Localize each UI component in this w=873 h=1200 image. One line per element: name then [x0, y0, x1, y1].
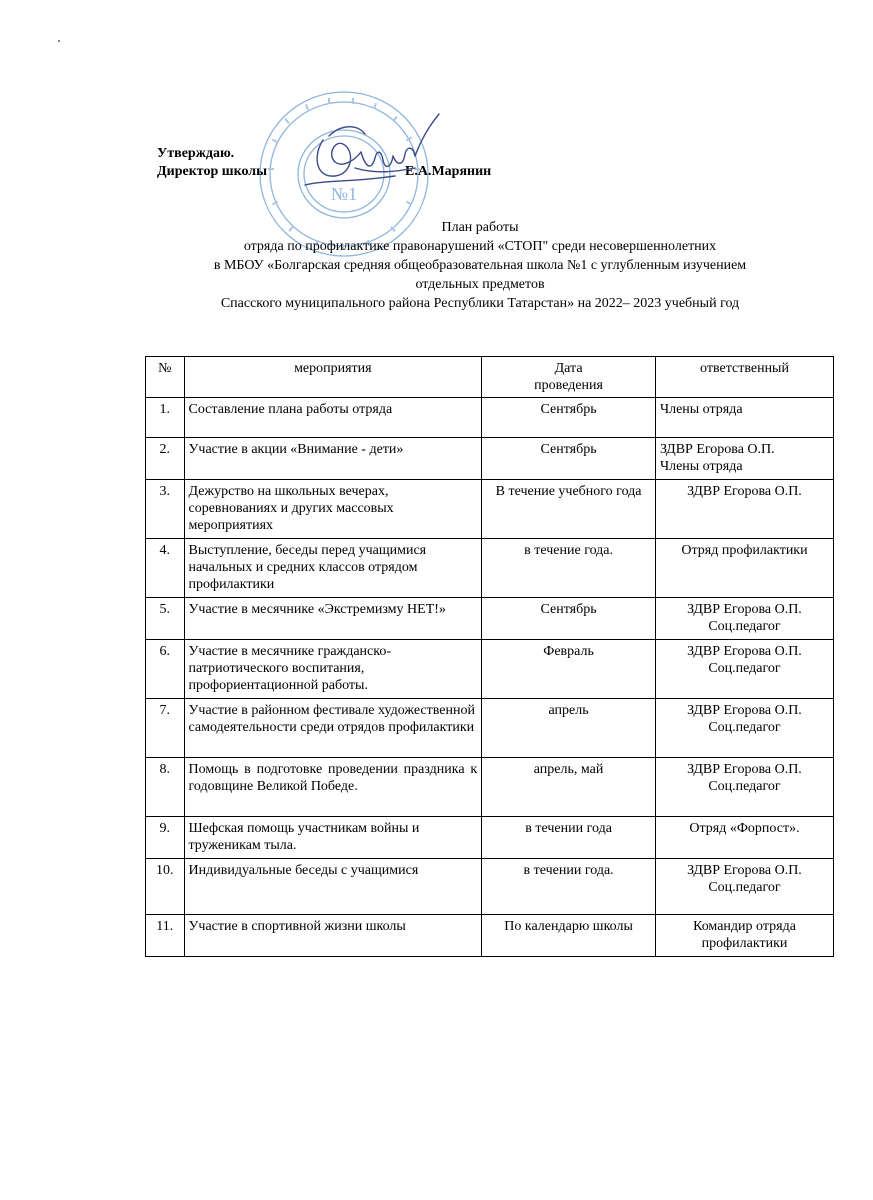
- row-event: Участие в месячнике «Экстремизму НЕТ!»: [184, 598, 482, 640]
- row-responsible: [655, 758, 833, 817]
- row-responsible: [655, 640, 833, 699]
- row-responsible-line-2: Соц.педагог: [708, 619, 781, 634]
- row-event: Дежурство на школьных вечерах, соревнованиях и других массовых мероприятиях: [184, 480, 482, 539]
- row-responsible-line-2: Соц.педагог: [708, 661, 781, 676]
- row-responsible-line-2: Соц.педагог: [708, 880, 781, 895]
- row-num: 7.: [146, 699, 185, 758]
- row-event: Участие в месячнике гражданско-патриотического воспитания, профориентационной работы.: [184, 640, 482, 699]
- row-num: 10.: [146, 859, 185, 915]
- row-responsible: [655, 438, 833, 480]
- row-num: 9.: [146, 817, 185, 859]
- table-row: [146, 539, 834, 598]
- header-date: [482, 357, 656, 398]
- header-event: мероприятия: [184, 357, 482, 398]
- row-num: 2.: [146, 438, 185, 480]
- row-responsible-line-1: ЗДВР Егорова О.П.: [687, 602, 802, 617]
- row-responsible-line-1: ЗДВР Егорова О.П.: [687, 762, 802, 777]
- title-line-5: Спасского муниципального района Республики Татарстан» на 2022– 2023 учебный год: [220, 296, 740, 311]
- row-responsible-line-1: ЗДВР Егорова О.П.: [687, 484, 802, 499]
- row-responsible-line-1: Командир отряда: [693, 919, 796, 934]
- table-row: [146, 699, 834, 758]
- row-responsible: [655, 859, 833, 915]
- row-date: По календарю школы: [482, 915, 656, 957]
- table-row: [146, 398, 834, 438]
- table-row: [146, 758, 834, 817]
- row-num: 4.: [146, 539, 185, 598]
- row-responsible-line-2: Соц.педагог: [708, 720, 781, 735]
- row-num: 8.: [146, 758, 185, 817]
- document-title: [140, 218, 820, 313]
- table-row: [146, 480, 834, 539]
- plan-table: [145, 356, 834, 957]
- row-responsible: [655, 699, 833, 758]
- row-event: Выступление, беседы перед учащимися начальных и средних классов отрядом профилактики: [184, 539, 482, 598]
- row-event: Участие в спортивной жизни школы: [184, 915, 482, 957]
- row-num: 5.: [146, 598, 185, 640]
- row-responsible: [655, 398, 833, 438]
- header-responsible: ответственный: [655, 357, 833, 398]
- row-date: в течение года.: [482, 539, 656, 598]
- row-responsible: [655, 915, 833, 957]
- title-line-1: План работы: [441, 220, 519, 235]
- row-date: В течение учебного года: [482, 480, 656, 539]
- row-date: апрель: [482, 699, 656, 758]
- table-header-row: [146, 357, 834, 398]
- title-line-2: отряда по профилактике правонарушений «СТОП" среди несовершеннолетних: [243, 239, 717, 254]
- row-responsible: [655, 480, 833, 539]
- row-responsible-line-2: Члены отряда: [659, 459, 743, 474]
- row-num: 3.: [146, 480, 185, 539]
- table-row: [146, 859, 834, 915]
- row-date: апрель, май: [482, 758, 656, 817]
- table-row: [146, 640, 834, 699]
- row-event: Составление плана работы отряда: [184, 398, 482, 438]
- row-date: Сентябрь: [482, 398, 656, 438]
- director-title: Директор школы: [157, 164, 268, 179]
- title-line-4: отдельных предметов: [415, 277, 545, 292]
- title-line-3: в МБОУ «Болгарская средняя общеобразовательная школа №1 с углубленным изучением: [213, 258, 747, 273]
- row-event: Шефская помощь участникам войны и труженикам тыла.: [184, 817, 482, 859]
- row-responsible-line-1: ЗДВР Егорова О.П.: [687, 703, 802, 718]
- row-event: Участие в районном фестивале художественной самодеятельности среди отрядов профилактики: [184, 699, 482, 758]
- row-responsible-line-2: Соц.педагог: [708, 779, 781, 794]
- row-event: Участие в акции «Внимание - дети»: [184, 438, 482, 480]
- row-responsible: [655, 539, 833, 598]
- row-responsible: [655, 817, 833, 859]
- header-date-line-1: Дата: [554, 361, 583, 376]
- row-event: Помощь в подготовке проведении праздника к годовщине Великой Победе.: [184, 758, 482, 817]
- row-date: в течении года.: [482, 859, 656, 915]
- row-date: в течении года: [482, 817, 656, 859]
- row-num: 1.: [146, 398, 185, 438]
- approval-label: Утверждаю.: [157, 146, 235, 161]
- director-signature: [295, 110, 445, 200]
- row-responsible-line-2: профилактики: [701, 936, 788, 951]
- table-row: [146, 915, 834, 957]
- row-date: Февраль: [482, 640, 656, 699]
- row-date: Сентябрь: [482, 598, 656, 640]
- row-responsible-line-1: ЗДВР Егорова О.П.: [687, 863, 802, 878]
- header-num: №: [146, 357, 185, 398]
- row-responsible-line-1: ЗДВР Егорова О.П.: [687, 644, 802, 659]
- row-responsible-line-1: Отряд профилактики: [681, 543, 808, 558]
- row-responsible: [655, 598, 833, 640]
- row-responsible-line-1: ЗДВР Егорова О.П.: [659, 442, 775, 457]
- table-row: [146, 598, 834, 640]
- director-name: Е.А.Марянин: [405, 164, 492, 179]
- table-row: [146, 817, 834, 859]
- row-responsible-line-1: Члены отряда: [659, 402, 743, 417]
- row-event: Индивидуальные беседы с учащимися: [184, 859, 482, 915]
- table-row: [146, 438, 834, 480]
- stamp-number: №1: [330, 184, 358, 204]
- row-responsible-line-1: Отряд «Форпост».: [689, 821, 800, 836]
- row-num: 11.: [146, 915, 185, 957]
- row-date: Сентябрь: [482, 438, 656, 480]
- header-date-line-2: проведения: [534, 378, 603, 393]
- row-num: 6.: [146, 640, 185, 699]
- approval-block: [157, 145, 492, 181]
- scan-speck: [58, 40, 60, 42]
